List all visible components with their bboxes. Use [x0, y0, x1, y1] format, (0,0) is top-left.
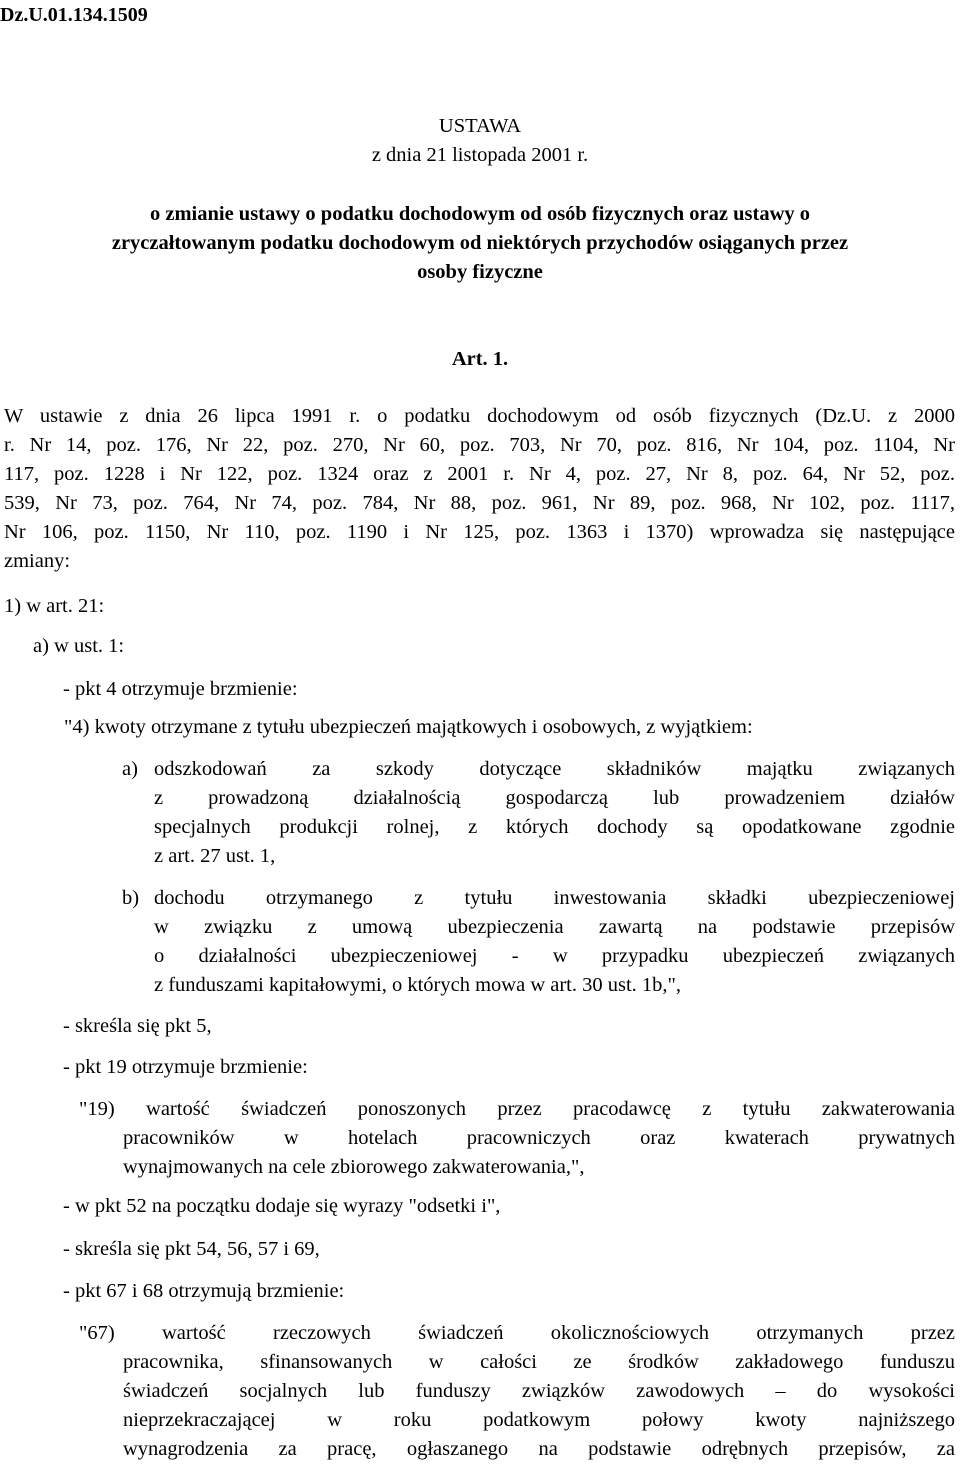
- pkt67-line: pracownika, sfinansowanych w całości ze środków zakładowego funduszu: [123, 1351, 955, 1373]
- act-subject-line-3: osoby fizyczne: [417, 261, 543, 283]
- intro-line: r. Nr 14, poz. 176, Nr 22, poz. 270, Nr 60, poz. 703, Nr 70, poz. 816, Nr 104, poz. 1104, Nr: [4, 434, 955, 456]
- item-b-text: [154, 884, 955, 1000]
- item-a-line: z prowadzoną działalnością gospodarczą lub prowadzeniem działów: [154, 787, 955, 809]
- intro-line: zmiany:: [4, 550, 71, 572]
- pkt4-label: - pkt 4 otrzymuje brzmienie:: [63, 678, 298, 700]
- item-b-line: o działalności ubezpieczeniowej - w przypadku ubezpieczeń związanych: [154, 945, 955, 967]
- pkt67-text: [123, 1348, 955, 1464]
- intro-line: W ustawie z dnia 26 lipca 1991 r. o podatku dochodowym od osób fizycznych (Dz.U. z 2000: [4, 405, 955, 427]
- pkt52-note: - w pkt 52 na początku dodaje się wyrazy "odsetki i",: [63, 1195, 501, 1217]
- item-a-text: [154, 755, 955, 871]
- act-subject-line-1: o zmianie ustawy o podatku dochodowym od osób fizycznych oraz ustawy o: [149, 203, 811, 225]
- item-a-label: a): [122, 758, 138, 780]
- pkt19-line: pracowników w hotelach pracowniczych oraz kwaterach prywatnych: [123, 1127, 955, 1149]
- pkt67-first-line: [79, 1319, 955, 1348]
- act-type: USTAWA: [438, 115, 522, 137]
- pkt67-line: wynagrodzenia za pracę, ogłaszanego na podstawie odrębnych przepisów, za: [123, 1438, 955, 1460]
- intro-line: Nr 106, poz. 1150, Nr 110, poz. 1190 i Nr 125, poz. 1363 i 1370) wprowadza się następujące: [4, 521, 955, 543]
- item-b-line: w związku z umową ubezpieczenia zawartą na podstawie przepisów: [154, 916, 955, 938]
- item-b-label: b): [122, 887, 140, 909]
- item-b-line: dochodu otrzymanego z tytułu inwestowania składki ubezpieczeniowej: [154, 887, 955, 909]
- point-1: 1) w art. 21:: [4, 595, 105, 617]
- skresla-pkt5: - skreśla się pkt 5,: [63, 1015, 212, 1037]
- pkt67-label: - pkt 67 i 68 otrzymują brzmienie:: [63, 1280, 345, 1302]
- pkt67-line: "67) wartość rzeczowych świadczeń okolicznościowych otrzymanych przez: [79, 1322, 955, 1344]
- pkt19-first-line: [79, 1095, 955, 1124]
- skresla-pkt54: - skreśla się pkt 54, 56, 57 i 69,: [63, 1238, 320, 1260]
- item-a-line: odszkodowań za szkody dotyczące składników majątku związanych: [154, 758, 955, 780]
- item-a-line: specjalnych produkcji rolnej, z których dochody są opodatkowane zgodnie: [154, 816, 955, 838]
- act-subject-line-2: zryczałtowanym podatku dochodowym od niektórych przychodów osiąganych przez: [111, 232, 849, 254]
- pkt19-text: [123, 1124, 955, 1182]
- pkt67-line: świadczeń socjalnych lub funduszy związków zawodowych – do wysokości: [123, 1380, 955, 1402]
- pkt19-line: wynajmowanych na cele zbiorowego zakwaterowania,",: [123, 1156, 585, 1178]
- intro-line: 539, Nr 73, poz. 764, Nr 74, poz. 784, Nr 88, poz. 961, Nr 89, poz. 968, Nr 102, poz. 1117,: [4, 492, 955, 514]
- pkt19-label: - pkt 19 otrzymuje brzmienie:: [63, 1056, 308, 1078]
- pkt19-line: "19) wartość świadczeń ponoszonych przez pracodawcę z tytułu zakwaterowania: [79, 1098, 955, 1120]
- sub-point-a: a) w ust. 1:: [33, 635, 125, 657]
- item-b-line: z funduszami kapitałowymi, o których mowa w art. 30 ust. 1b,",: [154, 974, 682, 996]
- item-a-line: z art. 27 ust. 1,: [154, 845, 276, 867]
- pkt4-quote: "4) kwoty otrzymane z tytułu ubezpieczeń majątkowych i osobowych, z wyjątkiem:: [64, 716, 753, 738]
- act-date: z dnia 21 listopada 2001 r.: [371, 144, 589, 166]
- article-heading: Art. 1.: [451, 348, 509, 370]
- document-id: Dz.U.01.134.1509: [0, 4, 148, 26]
- pkt67-line: nieprzekraczającej w roku podatkowym połowy kwoty najniższego: [123, 1409, 955, 1431]
- intro-line: 117, poz. 1228 i Nr 122, poz. 1324 oraz z 2001 r. Nr 4, poz. 27, Nr 8, poz. 64, Nr 52, poz.: [4, 463, 955, 485]
- article-intro: [4, 402, 955, 576]
